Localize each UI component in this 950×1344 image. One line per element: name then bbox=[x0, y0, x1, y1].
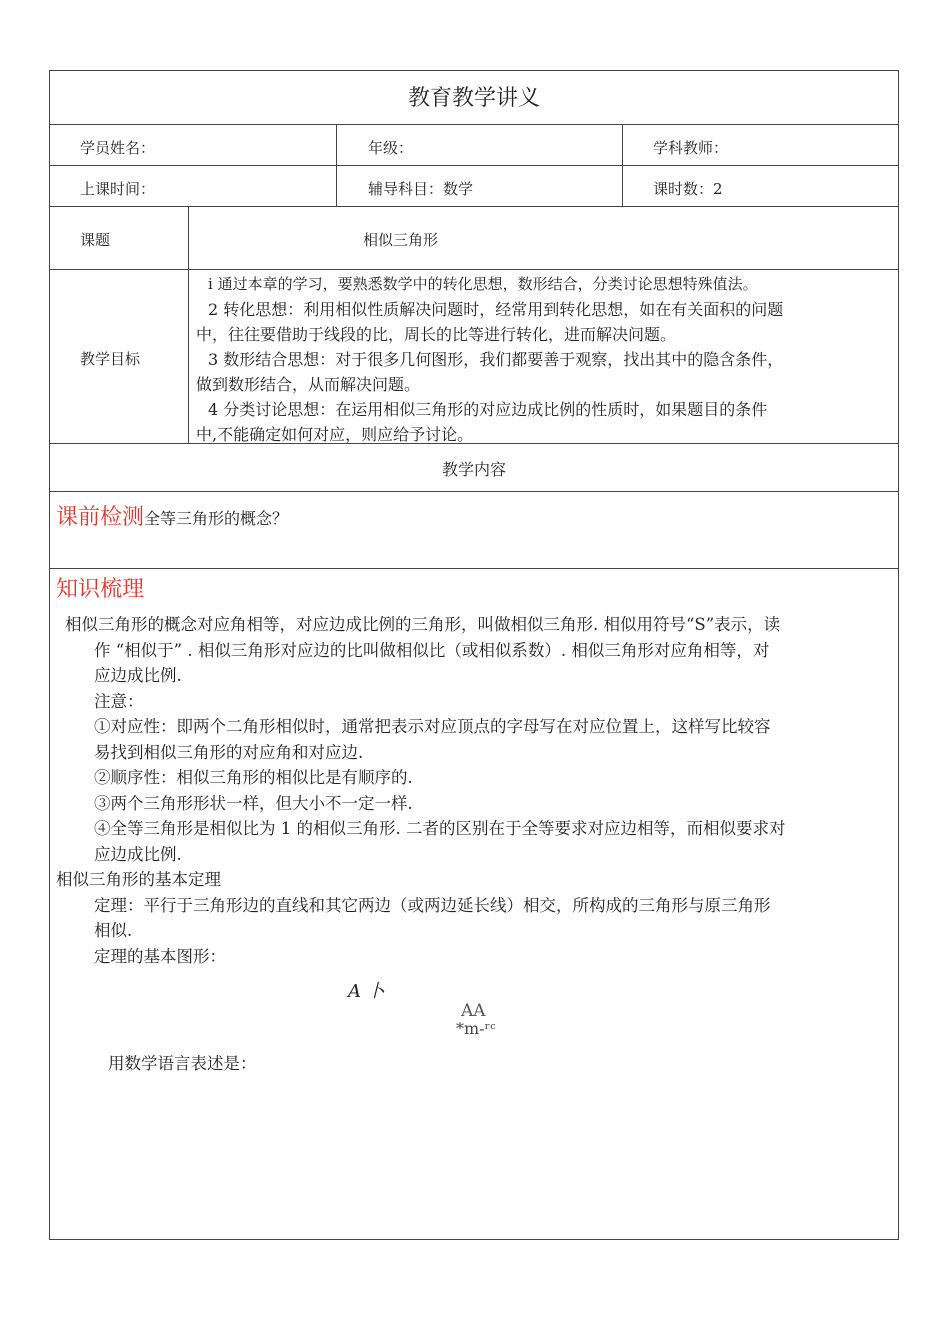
content-header-row bbox=[50, 444, 898, 492]
figure-text: AA bbox=[461, 1001, 486, 1021]
knowledge-heading: 知识梳理 bbox=[56, 577, 145, 602]
precheck-row bbox=[50, 492, 898, 569]
goal-line: 4 分类讨论思想：在运用相似三角形的对应边成比例的性质时，如果题目的条件 bbox=[208, 400, 768, 419]
divider bbox=[622, 125, 623, 165]
divider bbox=[188, 207, 189, 269]
info-row-1 bbox=[50, 125, 898, 166]
goals-label: 教学目标 bbox=[80, 350, 141, 368]
note-line: 易找到相似三角形的对应角和对应边. bbox=[94, 742, 364, 762]
text-line: 应边成比例. bbox=[94, 666, 182, 685]
goal-line: 中，往往要借助于线段的比，周长的比等进行转化，进而解决问题。 bbox=[196, 325, 677, 344]
math-statement-label: 用数学语言表述是： bbox=[108, 1054, 257, 1073]
note-line: ②顺序性：相似三角形的相似比是有顺序的. bbox=[94, 768, 413, 787]
precheck-heading: 课前检测 bbox=[56, 505, 145, 530]
goals-row bbox=[50, 270, 898, 444]
note-line: 应边成比例. bbox=[94, 844, 182, 864]
precheck-text: 全等三角形的概念？ bbox=[144, 509, 289, 528]
content-header: 教学内容 bbox=[441, 460, 506, 479]
text-line: 相似三角形的概念对应角相等，对应边成比例的三角形，叫做相似三角形. 相似用符号“S”表示，读 bbox=[65, 615, 781, 634]
figure-label: 定理的基本图形： bbox=[94, 946, 226, 966]
figure-text: A 卜 bbox=[348, 981, 385, 1002]
divider bbox=[336, 125, 337, 165]
topic-row bbox=[50, 207, 898, 270]
goal-line: 3 数形结合思想：对于很多几何图形，我们都要善于观察，找出其中的隐含条件， bbox=[208, 350, 784, 369]
page-title: 教育教学讲义 bbox=[407, 86, 540, 111]
class-time-label: 上课时间： bbox=[80, 180, 156, 198]
figure-text: *m-ʳᶜ bbox=[456, 1019, 496, 1038]
divider bbox=[336, 166, 337, 206]
divider bbox=[622, 166, 623, 206]
goal-line: 中,不能确定如何对应，则应给予讨论。 bbox=[196, 425, 474, 444]
lesson-count-label: 课时数：2 bbox=[653, 180, 723, 198]
text-line: 作 “相似于” . 相似三角形对应边的比叫做相似比（或相似系数）. 相似三角形对应角相等，对 bbox=[94, 640, 770, 660]
note-line: ①对应性：即两个二角形相似时，通常把表示对应顶点的字母写在对应位置上，这样写比较容 bbox=[94, 717, 771, 736]
goal-line: 2 转化思想：利用相似性质解决问题时，经常用到转化思想，如在有关面积的问题 bbox=[208, 300, 784, 319]
info-row-2 bbox=[50, 166, 898, 207]
theorem-title: 相似三角形的基本定理 bbox=[56, 870, 221, 889]
precheck-section bbox=[56, 500, 288, 531]
grade-label: 年级： bbox=[368, 139, 414, 157]
note-line: ③两个三角形形状一样，但大小不一定一样. bbox=[94, 793, 413, 813]
subject-label: 辅导科目：数学 bbox=[368, 180, 474, 198]
goal-line: 做到数形结合，从而解决问题。 bbox=[196, 375, 421, 394]
topic-label: 课题 bbox=[80, 231, 111, 249]
theorem-line: 相似. bbox=[94, 921, 133, 940]
note-line: ④全等三角形是相似比为 1 的相似三角形. 二者的区别在于全等要求对应边相等，而相似要求对 bbox=[94, 819, 786, 838]
note-label: 注意： bbox=[94, 691, 144, 711]
goal-line: i 通过本章的学习，要熟悉数学中的转化思想，数形结合，分类讨论思想特殊值法。 bbox=[208, 275, 758, 293]
teacher-label: 学科教师： bbox=[653, 139, 729, 157]
goals-text bbox=[196, 272, 891, 444]
handout-sheet bbox=[49, 70, 899, 1240]
theorem-line: 定理：平行于三角形边的直线和其它两边（或两边延长线）相交，所构成的三角形与原三角形 bbox=[94, 895, 771, 915]
topic-value: 相似三角形 bbox=[363, 231, 439, 249]
title-row bbox=[50, 71, 898, 125]
student-name-label: 学员姓名： bbox=[80, 139, 156, 157]
divider bbox=[188, 270, 189, 443]
concept-paragraph bbox=[50, 612, 898, 969]
